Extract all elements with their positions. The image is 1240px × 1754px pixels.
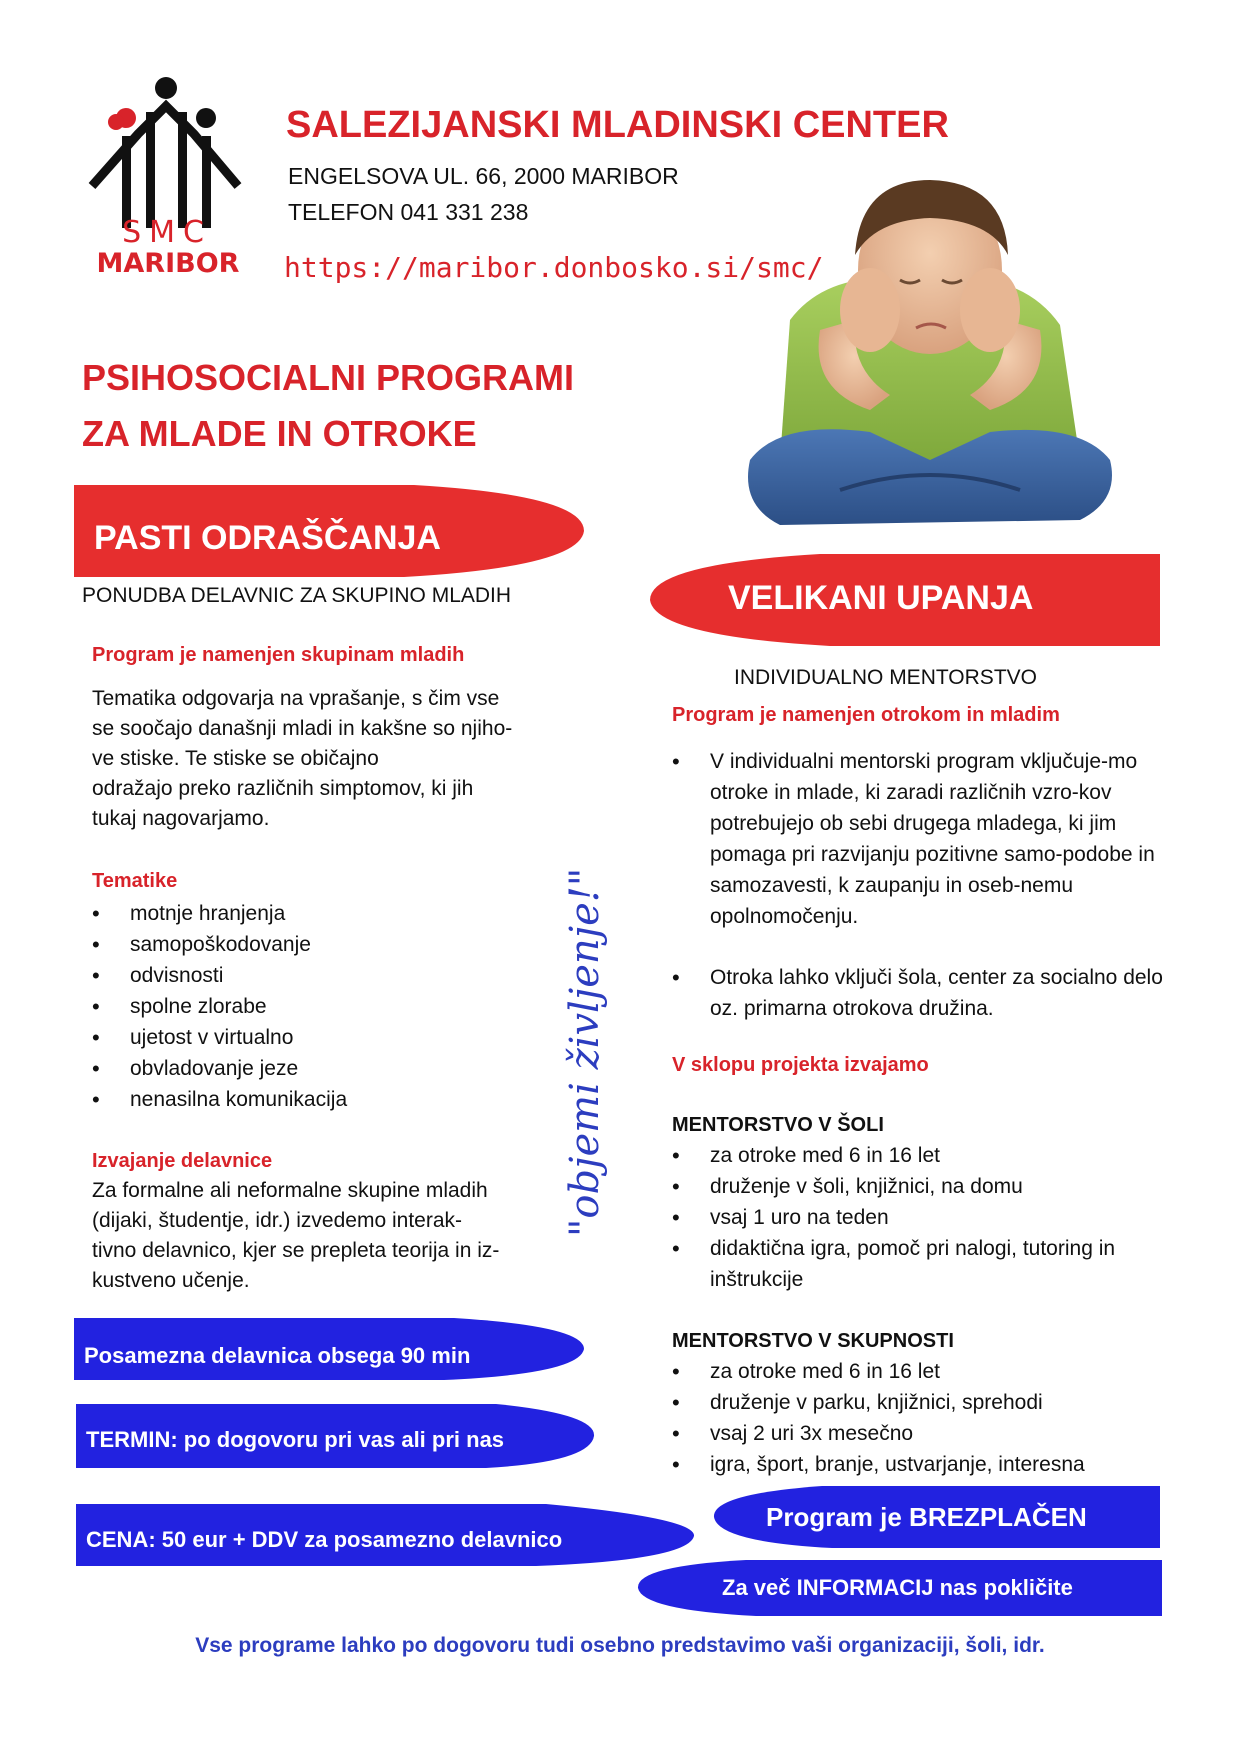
organization-url-link[interactable]: https://maribor.donbosko.si/smc/	[284, 251, 824, 284]
topic-item: • motnje hranjenja	[92, 898, 347, 929]
pasti-target-heading: Program je namenjen skupinam mladih	[92, 644, 465, 666]
delivery-line: kustveno učenje.	[92, 1269, 250, 1292]
topics-list	[92, 898, 347, 1115]
topic-item: • samopoškodovanje	[92, 929, 347, 960]
organization-name: SALEZIJANSKI MLADINSKI CENTER	[286, 104, 949, 146]
organization-address: ENGELSOVA UL. 66, 2000 MARIBOR	[288, 163, 679, 189]
community-mentoring-item: • za otroke med 6 in 16 let	[672, 1356, 1172, 1387]
free-banner-text: Program je BREZPLAČEN	[766, 1502, 1087, 1532]
delivery-description	[92, 1176, 562, 1296]
topics-heading: Tematike	[92, 870, 178, 892]
main-title	[82, 350, 574, 462]
velikani-subtitle: INDIVIDUALNO MENTORSTVO	[734, 666, 1037, 689]
topic-item: • spolne zlorabe	[92, 991, 347, 1022]
community-mentoring-heading: MENTORSTVO V SKUPNOSTI	[672, 1330, 954, 1352]
pasti-description-line: odražajo preko različnih simptomov, ki jih	[92, 777, 474, 800]
school-mentoring-item: • didaktična igra, pomoč pri nalogi, tutoring in inštrukcije	[672, 1233, 1172, 1295]
velikani-point: • V individualni mentorski program vključuje-mo otroke in mlade, ki zaradi različnih vzro-kov potrebujejo ob sebi drugega mladega, ki jim pomaga pri razvijanju pozitivne samo-podobe in samozavesti, k zaupanju in oseb-nemu opolnomočenju.	[672, 746, 1172, 932]
school-mentoring-list	[672, 1140, 1172, 1295]
organization-phone: TELEFON 041 331 238	[288, 199, 529, 225]
community-mentoring-item: • igra, šport, branje, ustvarjanje, interesna	[672, 1449, 1172, 1480]
slogan-vertical	[548, 832, 628, 1242]
pasti-description	[92, 684, 562, 834]
velikani-point: • Otroka lahko vključi šola, center za socialno delo oz. primarna otrokova družina.	[672, 962, 1172, 1024]
logo-maribor-text: MARIBOR	[96, 248, 240, 279]
school-mentoring-item: • druženje v šoli, knjižnici, na domu	[672, 1171, 1172, 1202]
delivery-heading: Izvajanje delavnice	[92, 1150, 273, 1172]
community-mentoring-item: • vsaj 2 uri 3x mesečno	[672, 1418, 1172, 1449]
pasti-description-line: ve stiske. Te stiske se običajno	[92, 747, 379, 770]
topic-item: • obvladovanje jeze	[92, 1053, 347, 1084]
school-mentoring-heading: MENTORSTVO V ŠOLI	[672, 1114, 884, 1136]
velikani-banner-title: VELIKANI UPANJA	[728, 579, 1034, 617]
velikani-target-heading: Program je namenjen otrokom in mladim	[672, 704, 1060, 726]
schedule-banner-text: TERMIN: po dogovoru pri vas ali pri nas	[86, 1427, 505, 1452]
community-mentoring-list	[672, 1356, 1172, 1480]
logo-smc-text: SMC	[122, 215, 212, 250]
duration-banner-text: Posamezna delavnica obsega 90 min	[84, 1343, 471, 1368]
sad-child-photo	[720, 160, 1130, 560]
school-mentoring-item: • za otroke med 6 in 16 let	[672, 1140, 1172, 1171]
main-title-line-1: PSIHOSOCIALNI PROGRAMI	[82, 357, 575, 398]
velikani-points-list	[672, 746, 1172, 1024]
pasti-banner-title: PASTI ODRAŠČANJA	[94, 519, 441, 557]
delivery-line: tivno delavnico, kjer se prepleta teorija in iz-	[92, 1239, 500, 1262]
main-title-line-2: ZA MLADE IN OTROKE	[82, 413, 477, 454]
price-banner-text: CENA: 50 eur + DDV za posamezno delavnico	[86, 1527, 563, 1552]
info-banner-text: Za več INFORMACIJ nas pokličite	[722, 1575, 1073, 1600]
school-mentoring-item: • vsaj 1 uro na teden	[672, 1202, 1172, 1233]
delivery-line: Za formalne ali neformalne skupine mladih	[92, 1179, 488, 1202]
community-mentoring-item: • druženje v parku, knjižnici, sprehodi	[672, 1387, 1172, 1418]
project-heading: V sklopu projekta izvajamo	[672, 1054, 929, 1076]
slogan-text: "objemi življenje!"	[562, 867, 608, 1237]
pasti-description-line: se soočajo današnji mladi in kakšne so njiho-	[92, 717, 513, 740]
pasti-description-line: Tematika odgovarja na vprašanje, s čim vse	[92, 687, 500, 710]
delivery-line: (dijaki, študentje, idr.) izvedemo interak-	[92, 1209, 462, 1232]
topic-item: • odvisnosti	[92, 960, 347, 991]
topic-item: • nenasilna komunikacija	[92, 1084, 347, 1115]
pasti-description-line: tukaj nagovarjamo.	[92, 807, 270, 830]
pasti-subtitle: PONUDBA DELAVNIC ZA SKUPINO MLADIH	[82, 584, 512, 607]
topic-item: • ujetost v virtualno	[92, 1022, 347, 1053]
footer-note: Vse programe lahko po dogovoru tudi osebno predstavimo vaši organizaciji, šoli, idr.	[195, 1634, 1045, 1657]
